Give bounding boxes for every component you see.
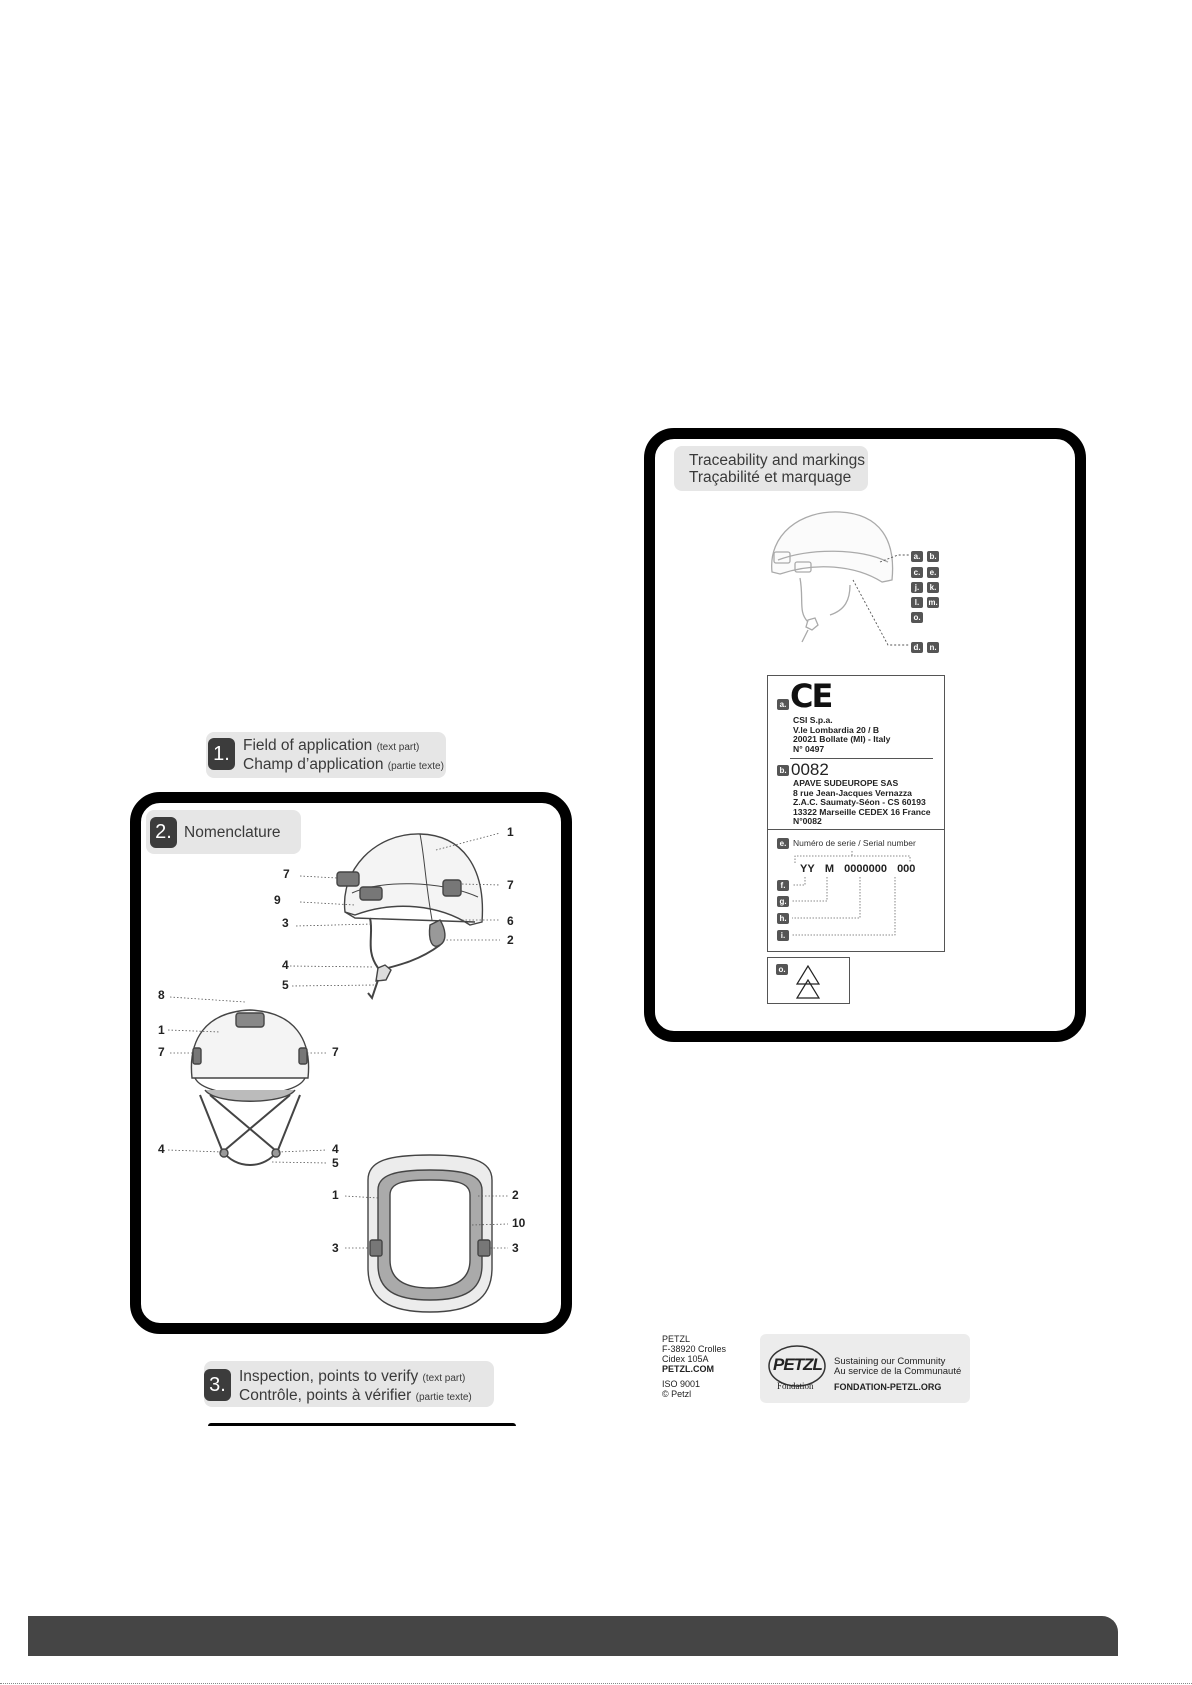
copyright: © Petzl (662, 1389, 692, 1399)
ce-mark: CE (790, 677, 832, 715)
callout-front-7-right: 7 (332, 1045, 339, 1059)
callout-front-1: 1 (158, 1023, 165, 1037)
callout-side-4: 4 (282, 958, 289, 972)
inspection-note-fr: (partie texte) (415, 1392, 472, 1403)
serial-format (800, 863, 915, 875)
callout-side-5: 5 (282, 978, 289, 992)
traceability-title-fr: Traçabilité et marquage (689, 469, 852, 486)
notified-body-1-line: CSI S.p.a. (793, 715, 833, 725)
marking-tag-j: j. (911, 582, 923, 593)
callout-side-1: 1 (507, 825, 514, 839)
petzl-foundation-logo-sub: Fondation (777, 1381, 814, 1391)
notified-body-number: 0082 (791, 760, 829, 779)
section-number-3: 3. (204, 1369, 231, 1401)
marking-label-divider-1 (790, 758, 933, 759)
petzl-address-line: PETZL (662, 1334, 691, 1344)
inspection-frame-top-edge (208, 1423, 516, 1426)
notified-body-2-line: 13322 Marseille CEDEX 16 France (793, 806, 931, 817)
foundation-url[interactable]: FONDATION-PETZL.ORG (834, 1382, 942, 1392)
label-tag-e: e. (777, 838, 789, 849)
notified-body-1-address (793, 716, 890, 754)
callout-side-7-right: 7 (507, 878, 514, 892)
callout-side-3: 3 (282, 916, 289, 930)
serial-tag-i: i. (777, 930, 789, 941)
serial-tag-f: f. (777, 880, 789, 891)
notified-body-2-line: 8 rue Jean-Jacques Vernazza (793, 787, 912, 798)
marking-tag-a: a. (911, 551, 923, 562)
section-number-2: 2. (150, 817, 177, 848)
marking-tag-k: k. (927, 582, 939, 593)
petzl-address-line: F-38920 Crolles (662, 1344, 727, 1354)
callout-front-4-right: 4 (332, 1142, 339, 1156)
marking-tag-m: m. (928, 598, 938, 607)
iso-certification: ISO 9001 (662, 1379, 701, 1389)
section-number-1: 1. (208, 738, 235, 770)
callout-inside-3-right: 3 (512, 1241, 519, 1255)
notified-body-2-line: N°0082 (793, 816, 822, 826)
callout-front-8: 8 (158, 988, 165, 1002)
serial-tag-h: h. (777, 913, 789, 924)
callout-side-6: 6 (507, 914, 514, 928)
callout-side-7-left: 7 (283, 867, 290, 881)
foundation-tagline-fr: Au service de la Communauté (834, 1366, 962, 1377)
nomenclature-frame (130, 792, 572, 1334)
marking-tag-o: o. (911, 612, 923, 623)
notified-body-2-address (793, 779, 931, 827)
notified-body-1-line: V.le Lombardia 20 / B (793, 724, 880, 735)
notified-body-2-line: Z.A.C. Saumaty-Séon - CS 60193 (793, 797, 926, 807)
petzl-foundation-logo-text: PETZL (773, 1355, 822, 1374)
field-of-application-note-fr: (partie texte) (387, 761, 444, 772)
petzl-address-line: Cidex 105A (662, 1354, 709, 1364)
field-of-application-title-fr: Champ d’application (243, 756, 384, 773)
callout-inside-1: 1 (332, 1188, 339, 1202)
callout-inside-10: 10 (512, 1216, 526, 1230)
notified-body-1-line: N° 0497 (793, 743, 825, 754)
label-tag-b: b. (777, 765, 789, 776)
inspection-title-fr: Contrôle, points à vérifier (239, 1387, 412, 1404)
marking-tag-n: n. (927, 642, 939, 653)
callout-front-7-left: 7 (158, 1045, 165, 1059)
petzl-website: PETZL.COM (662, 1364, 714, 1374)
callout-side-2: 2 (507, 933, 514, 947)
inspection-note-en: (text part) (422, 1373, 466, 1384)
field-of-application-title-en: Field of application (243, 737, 373, 754)
serial-number-caption: Numéro de serie / Serial number (793, 838, 916, 848)
callout-front-5: 5 (332, 1156, 339, 1170)
marking-tag-b: b. (927, 551, 939, 562)
marking-tag-e: e. (927, 567, 939, 578)
serial-tag-g: g. (777, 896, 789, 907)
inspection-text (239, 1368, 472, 1406)
serial-part-number: 0000000 (844, 863, 887, 875)
marking-tag-d: d. (911, 642, 923, 653)
traceability-title-en: Traceability and markings (689, 452, 866, 469)
foundation-tagline (834, 1357, 961, 1377)
bottom-dotted-line (0, 1683, 1192, 1684)
callout-side-9: 9 (274, 893, 281, 907)
serial-part-year: YY (800, 863, 815, 875)
field-of-application-text (243, 737, 444, 775)
callout-inside-3-left: 3 (332, 1241, 339, 1255)
field-of-application-note-en: (text part) (376, 742, 420, 753)
foundation-tagline-en: Sustaining our Community (834, 1356, 946, 1367)
marking-label-divider-2 (767, 829, 945, 830)
petzl-address (662, 1334, 726, 1399)
marking-tag-l: l. (911, 597, 923, 608)
callout-inside-2: 2 (512, 1188, 519, 1202)
serial-part-suffix: 000 (897, 863, 916, 875)
inspection-title-en: Inspection, points to verify (239, 1368, 419, 1385)
nomenclature-title: Nomenclature (184, 824, 281, 841)
callout-front-4-left: 4 (158, 1142, 165, 1156)
traceability-title (689, 452, 865, 486)
notified-body-2-line: APAVE SUDEUROPE SAS (793, 778, 899, 788)
marking-tag-c: c. (911, 567, 923, 578)
serial-part-month: M (824, 863, 834, 875)
bottom-bar (28, 1616, 1118, 1656)
notified-body-1-line: 20021 Bollate (MI) - Italy (793, 734, 891, 744)
label-tag-o: o. (776, 964, 788, 975)
label-tag-a: a. (777, 699, 789, 710)
